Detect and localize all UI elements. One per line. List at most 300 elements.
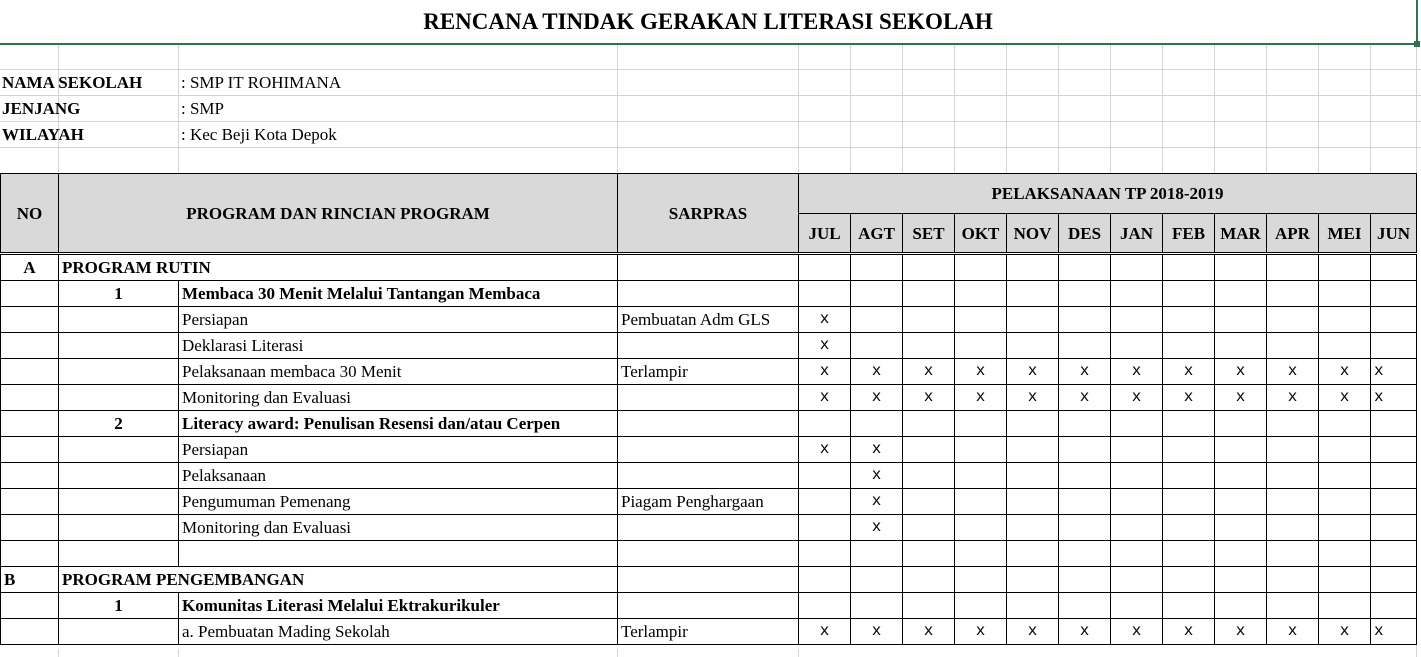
- sarpras-cell[interactable]: [618, 567, 799, 593]
- month-cell[interactable]: [1267, 307, 1319, 333]
- info-value: : Kec Beji Kota Depok: [181, 125, 337, 144]
- month-cell[interactable]: x: [1267, 385, 1319, 411]
- month-cell[interactable]: [1215, 307, 1267, 333]
- month-cell[interactable]: [1111, 515, 1163, 541]
- sarpras-cell[interactable]: [618, 593, 799, 619]
- sub-cell[interactable]: [59, 463, 179, 489]
- no-cell[interactable]: [1, 619, 59, 645]
- gridline: [850, 44, 851, 173]
- sub-cell[interactable]: [59, 541, 179, 567]
- month-cell[interactable]: x: [1371, 619, 1417, 645]
- month-cell[interactable]: [1059, 541, 1111, 567]
- no-cell[interactable]: [1, 359, 59, 385]
- month-cell[interactable]: [903, 515, 955, 541]
- month-cell[interactable]: [1371, 567, 1417, 593]
- month-cell[interactable]: [851, 567, 903, 593]
- month-cell[interactable]: x: [1319, 359, 1371, 385]
- month-cell[interactable]: x: [1007, 385, 1059, 411]
- month-cell[interactable]: [1267, 437, 1319, 463]
- activity-row: [1, 307, 1417, 333]
- month-cell[interactable]: [1163, 567, 1215, 593]
- header-month-nov[interactable]: NOV: [1007, 214, 1059, 254]
- month-cell[interactable]: x: [1163, 619, 1215, 645]
- no-cell[interactable]: [1, 541, 59, 567]
- month-cell[interactable]: [1215, 541, 1267, 567]
- gridline: [902, 44, 903, 173]
- month-cell[interactable]: [1007, 489, 1059, 515]
- month-cell[interactable]: x: [799, 359, 851, 385]
- header-month-apr[interactable]: APR: [1267, 214, 1319, 254]
- month-cell[interactable]: [1267, 281, 1319, 307]
- month-cell[interactable]: [1319, 541, 1371, 567]
- month-cell[interactable]: [1267, 489, 1319, 515]
- sub-cell[interactable]: [59, 437, 179, 463]
- month-cell[interactable]: [903, 437, 955, 463]
- month-cell[interactable]: [1267, 567, 1319, 593]
- month-cell[interactable]: [1007, 307, 1059, 333]
- program-title[interactable]: Komunitas Literasi Melalui Ektrakurikuler: [179, 593, 618, 619]
- sarpras-cell[interactable]: [618, 515, 799, 541]
- header-pelaksanaan[interactable]: PELAKSANAAN TP 2018-2019: [799, 174, 1417, 214]
- month-cell[interactable]: [799, 515, 851, 541]
- month-cell[interactable]: [1215, 333, 1267, 359]
- program-row: [1, 411, 1417, 437]
- month-cell[interactable]: [851, 593, 903, 619]
- month-cell[interactable]: [1319, 593, 1371, 619]
- info-label: WILAYAH: [2, 125, 84, 144]
- month-cell[interactable]: [1007, 515, 1059, 541]
- month-cell[interactable]: [1267, 254, 1319, 281]
- month-cell[interactable]: [1319, 411, 1371, 437]
- month-cell[interactable]: [903, 463, 955, 489]
- sarpras-cell[interactable]: [618, 254, 799, 281]
- section-letter[interactable]: A: [1, 254, 59, 281]
- info-label: NAMA SEKOLAH: [2, 73, 143, 92]
- month-cell[interactable]: [1215, 489, 1267, 515]
- month-cell[interactable]: [955, 281, 1007, 307]
- gridline: [0, 121, 1421, 122]
- header-month-set[interactable]: SET: [903, 214, 955, 254]
- info-value: : SMP IT ROHIMANA: [181, 73, 342, 92]
- month-cell[interactable]: [1163, 254, 1215, 281]
- month-cell[interactable]: x: [851, 359, 903, 385]
- month-cell[interactable]: [903, 541, 955, 567]
- month-cell[interactable]: [1267, 333, 1319, 359]
- month-cell[interactable]: [1371, 307, 1417, 333]
- activity-row: [1, 463, 1417, 489]
- month-cell[interactable]: x: [1007, 359, 1059, 385]
- month-cell[interactable]: [1059, 567, 1111, 593]
- month-cell[interactable]: [955, 541, 1007, 567]
- sarpras-cell[interactable]: [618, 385, 799, 411]
- month-cell[interactable]: [1111, 489, 1163, 515]
- gridline: [178, 649, 179, 657]
- month-cell[interactable]: [799, 281, 851, 307]
- month-cell[interactable]: [1059, 333, 1111, 359]
- month-cell[interactable]: [1371, 411, 1417, 437]
- header-month-jan[interactable]: JAN: [1111, 214, 1163, 254]
- no-cell[interactable]: [1, 307, 59, 333]
- no-cell[interactable]: [1, 333, 59, 359]
- month-cell[interactable]: [955, 333, 1007, 359]
- month-cell[interactable]: [1319, 463, 1371, 489]
- month-cell[interactable]: [903, 411, 955, 437]
- month-cell[interactable]: [1007, 333, 1059, 359]
- no-cell[interactable]: [1, 463, 59, 489]
- month-cell[interactable]: [1007, 593, 1059, 619]
- month-cell[interactable]: [1319, 437, 1371, 463]
- activity-row: [1, 515, 1417, 541]
- activity-label[interactable]: [179, 541, 618, 567]
- month-cell[interactable]: [1111, 437, 1163, 463]
- month-cell[interactable]: [851, 411, 903, 437]
- month-cell[interactable]: [955, 489, 1007, 515]
- month-cell[interactable]: [1215, 593, 1267, 619]
- selection-fill-handle[interactable]: [1414, 41, 1420, 47]
- gridline: [954, 44, 955, 173]
- month-cell[interactable]: x: [851, 385, 903, 411]
- month-cell[interactable]: [1059, 437, 1111, 463]
- no-cell[interactable]: [1, 489, 59, 515]
- month-cell[interactable]: [955, 254, 1007, 281]
- activity-label[interactable]: Persiapan: [179, 437, 618, 463]
- month-cell[interactable]: x: [903, 619, 955, 645]
- month-cell[interactable]: [1111, 333, 1163, 359]
- month-cell[interactable]: [1215, 567, 1267, 593]
- activity-label[interactable]: Deklarasi Literasi: [179, 333, 618, 359]
- month-cell[interactable]: [903, 567, 955, 593]
- month-cell[interactable]: [1215, 411, 1267, 437]
- gridline: [1058, 44, 1059, 173]
- sub-cell[interactable]: [59, 307, 179, 333]
- month-cell[interactable]: [1163, 541, 1215, 567]
- month-cell[interactable]: [1215, 437, 1267, 463]
- sub-cell[interactable]: [59, 385, 179, 411]
- month-cell[interactable]: [1267, 515, 1319, 541]
- month-cell[interactable]: [1059, 254, 1111, 281]
- sub-cell[interactable]: [59, 333, 179, 359]
- activity-label[interactable]: a. Pembuatan Mading Sekolah: [179, 619, 618, 645]
- sub-cell[interactable]: [59, 619, 179, 645]
- month-cell[interactable]: [799, 567, 851, 593]
- month-cell[interactable]: [1059, 411, 1111, 437]
- month-cell[interactable]: x: [1163, 359, 1215, 385]
- month-cell[interactable]: [799, 254, 851, 281]
- section-title[interactable]: PROGRAM RUTIN: [59, 254, 618, 281]
- sarpras-cell[interactable]: [618, 281, 799, 307]
- month-cell[interactable]: [1111, 411, 1163, 437]
- activity-label[interactable]: Pelaksanaan membaca 30 Menit: [179, 359, 618, 385]
- month-cell[interactable]: [903, 254, 955, 281]
- gridline: [1162, 44, 1163, 173]
- month-cell[interactable]: [1111, 541, 1163, 567]
- blank-row: [1, 541, 1417, 567]
- sub-cell[interactable]: [59, 359, 179, 385]
- month-cell[interactable]: [1163, 489, 1215, 515]
- header-month-mar[interactable]: MAR: [1215, 214, 1267, 254]
- month-cell[interactable]: x: [1163, 385, 1215, 411]
- month-cell[interactable]: x: [903, 359, 955, 385]
- activity-row: [1, 385, 1417, 411]
- month-cell[interactable]: x: [799, 437, 851, 463]
- program-number[interactable]: 2: [59, 411, 179, 437]
- table-body: [1, 254, 1417, 645]
- gridline: [798, 44, 799, 173]
- month-cell[interactable]: [1111, 593, 1163, 619]
- sarpras-cell[interactable]: [618, 541, 799, 567]
- gridline: [1266, 44, 1267, 173]
- month-cell[interactable]: x: [851, 515, 903, 541]
- month-cell[interactable]: [1319, 515, 1371, 541]
- month-cell[interactable]: [955, 463, 1007, 489]
- month-cell[interactable]: [799, 411, 851, 437]
- activity-row: [1, 333, 1417, 359]
- header-month-jun[interactable]: JUN: [1371, 214, 1417, 254]
- month-cell[interactable]: x: [1267, 619, 1319, 645]
- month-cell[interactable]: [1371, 281, 1417, 307]
- no-cell[interactable]: [1, 411, 59, 437]
- month-cell[interactable]: [1059, 489, 1111, 515]
- gridline: [617, 649, 618, 657]
- activity-row: [1, 619, 1417, 645]
- month-cell[interactable]: [1007, 463, 1059, 489]
- month-cell[interactable]: [799, 541, 851, 567]
- document-title[interactable]: RENCANA TINDAK GERAKAN LITERASI SEKOLAH: [0, 0, 1418, 45]
- header-program[interactable]: PROGRAM DAN RINCIAN PROGRAM: [59, 174, 618, 254]
- sarpras-cell[interactable]: Pembuatan Adm GLS: [618, 307, 799, 333]
- header-month-des[interactable]: DES: [1059, 214, 1111, 254]
- month-cell[interactable]: [799, 489, 851, 515]
- month-cell[interactable]: x: [851, 437, 903, 463]
- gridline: [0, 69, 1421, 70]
- program-row: [1, 281, 1417, 307]
- action-plan-table: [0, 173, 1417, 645]
- month-cell[interactable]: x: [799, 619, 851, 645]
- month-cell[interactable]: x: [1007, 619, 1059, 645]
- activity-row: [1, 359, 1417, 385]
- month-cell[interactable]: [1059, 593, 1111, 619]
- gridline: [178, 44, 179, 173]
- month-cell[interactable]: [1371, 541, 1417, 567]
- month-cell[interactable]: [1059, 463, 1111, 489]
- month-cell[interactable]: [799, 463, 851, 489]
- program-number[interactable]: 1: [59, 281, 179, 307]
- month-cell[interactable]: [1163, 333, 1215, 359]
- month-cell[interactable]: [1059, 307, 1111, 333]
- month-cell[interactable]: [1111, 463, 1163, 489]
- activity-row: [1, 437, 1417, 463]
- month-cell[interactable]: [903, 489, 955, 515]
- month-cell[interactable]: [1319, 489, 1371, 515]
- no-cell[interactable]: [1, 385, 59, 411]
- sarpras-cell[interactable]: Terlampir: [618, 619, 799, 645]
- month-cell[interactable]: x: [851, 463, 903, 489]
- month-cell[interactable]: [1371, 489, 1417, 515]
- month-cell[interactable]: [1007, 411, 1059, 437]
- month-cell[interactable]: [1371, 463, 1417, 489]
- month-cell[interactable]: [955, 593, 1007, 619]
- month-cell[interactable]: [1319, 281, 1371, 307]
- month-cell[interactable]: x: [955, 359, 1007, 385]
- month-cell[interactable]: [1215, 254, 1267, 281]
- month-cell[interactable]: x: [799, 307, 851, 333]
- sarpras-cell[interactable]: [618, 411, 799, 437]
- gridline: [1318, 44, 1319, 173]
- month-cell[interactable]: [851, 333, 903, 359]
- month-cell[interactable]: x: [1059, 385, 1111, 411]
- sarpras-cell[interactable]: [618, 333, 799, 359]
- gridline: [1006, 44, 1007, 173]
- month-cell[interactable]: x: [851, 489, 903, 515]
- month-cell[interactable]: [1267, 593, 1319, 619]
- month-cell[interactable]: [799, 593, 851, 619]
- header-month-feb[interactable]: FEB: [1163, 214, 1215, 254]
- month-cell[interactable]: [1163, 463, 1215, 489]
- month-cell[interactable]: [1371, 254, 1417, 281]
- month-cell[interactable]: [1215, 515, 1267, 541]
- month-cell[interactable]: [1319, 567, 1371, 593]
- sub-cell[interactable]: [59, 515, 179, 541]
- month-cell[interactable]: [903, 281, 955, 307]
- sarpras-cell[interactable]: [618, 437, 799, 463]
- month-cell[interactable]: x: [1371, 385, 1417, 411]
- section-letter[interactable]: B: [1, 567, 59, 593]
- header-month-jul[interactable]: JUL: [799, 214, 851, 254]
- month-cell[interactable]: [903, 307, 955, 333]
- activity-label[interactable]: Pelaksanaan: [179, 463, 618, 489]
- month-cell[interactable]: [1163, 411, 1215, 437]
- gridline: [0, 95, 1421, 96]
- month-cell[interactable]: [1319, 254, 1371, 281]
- month-cell[interactable]: x: [851, 619, 903, 645]
- month-cell[interactable]: [1007, 437, 1059, 463]
- info-value: : SMP: [181, 99, 224, 118]
- month-cell[interactable]: [1163, 593, 1215, 619]
- gridline: [798, 649, 799, 657]
- month-cell[interactable]: [955, 515, 1007, 541]
- gridline: [1214, 44, 1215, 173]
- month-cell[interactable]: [851, 254, 903, 281]
- month-cell[interactable]: [1111, 567, 1163, 593]
- month-cell[interactable]: x: [1371, 359, 1417, 385]
- month-cell[interactable]: [955, 307, 1007, 333]
- header-row: [1, 174, 1417, 214]
- gridline: [1370, 44, 1371, 173]
- month-cell[interactable]: [1371, 593, 1417, 619]
- month-cell[interactable]: [1163, 515, 1215, 541]
- month-cell[interactable]: [903, 333, 955, 359]
- month-cell[interactable]: [851, 281, 903, 307]
- sarpras-cell[interactable]: Piagam Penghargaan: [618, 489, 799, 515]
- header-sarpras[interactable]: SARPRAS: [618, 174, 799, 254]
- month-cell[interactable]: [1163, 307, 1215, 333]
- month-cell[interactable]: x: [1319, 619, 1371, 645]
- no-cell[interactable]: [1, 281, 59, 307]
- month-cell[interactable]: x: [903, 385, 955, 411]
- header-month-okt[interactable]: OKT: [955, 214, 1007, 254]
- month-cell[interactable]: x: [799, 333, 851, 359]
- month-cell[interactable]: x: [1319, 385, 1371, 411]
- sub-cell[interactable]: [59, 489, 179, 515]
- month-cell[interactable]: x: [955, 619, 1007, 645]
- month-cell[interactable]: x: [1059, 619, 1111, 645]
- month-cell[interactable]: x: [1215, 619, 1267, 645]
- month-cell[interactable]: [1267, 411, 1319, 437]
- month-cell[interactable]: [955, 437, 1007, 463]
- no-cell[interactable]: [1, 515, 59, 541]
- month-cell[interactable]: [1059, 281, 1111, 307]
- activity-label[interactable]: Monitoring dan Evaluasi: [179, 515, 618, 541]
- activity-row: [1, 489, 1417, 515]
- month-cell[interactable]: [1319, 333, 1371, 359]
- month-cell[interactable]: [1163, 281, 1215, 307]
- month-cell[interactable]: x: [1059, 359, 1111, 385]
- gridline: [617, 44, 618, 173]
- month-cell[interactable]: x: [1215, 359, 1267, 385]
- month-cell[interactable]: [1215, 281, 1267, 307]
- gridline: [1110, 44, 1111, 173]
- sarpras-cell[interactable]: Terlampir: [618, 359, 799, 385]
- month-cell[interactable]: [1007, 281, 1059, 307]
- month-cell[interactable]: [851, 541, 903, 567]
- month-cell[interactable]: [1371, 437, 1417, 463]
- month-cell[interactable]: x: [1111, 619, 1163, 645]
- section-row: [1, 567, 1417, 593]
- month-cell[interactable]: x: [1111, 385, 1163, 411]
- header-no[interactable]: NO: [1, 174, 59, 254]
- no-cell[interactable]: [1, 437, 59, 463]
- activity-label[interactable]: Persiapan: [179, 307, 618, 333]
- month-cell[interactable]: [1111, 281, 1163, 307]
- month-cell[interactable]: [1371, 515, 1417, 541]
- month-cell[interactable]: [1267, 541, 1319, 567]
- info-label: JENJANG: [2, 99, 81, 118]
- month-cell[interactable]: x: [1267, 359, 1319, 385]
- month-cell[interactable]: [1111, 254, 1163, 281]
- month-cell[interactable]: [1111, 307, 1163, 333]
- header-month-mei[interactable]: MEI: [1319, 214, 1371, 254]
- month-cell[interactable]: [1163, 437, 1215, 463]
- program-title[interactable]: Literacy award: Penulisan Resensi dan/atau Cerpen: [179, 411, 618, 437]
- activity-label[interactable]: Monitoring dan Evaluasi: [179, 385, 618, 411]
- header-month-agt[interactable]: AGT: [851, 214, 903, 254]
- month-cell[interactable]: [1319, 307, 1371, 333]
- month-cell[interactable]: [955, 567, 1007, 593]
- program-title[interactable]: Membaca 30 Menit Melalui Tantangan Membaca: [179, 281, 618, 307]
- gridline: [0, 147, 1421, 148]
- month-cell[interactable]: x: [955, 385, 1007, 411]
- month-cell[interactable]: [1059, 515, 1111, 541]
- section-title[interactable]: PROGRAM PENGEMBANGAN: [59, 567, 618, 593]
- month-cell[interactable]: [851, 307, 903, 333]
- program-number[interactable]: 1: [59, 593, 179, 619]
- month-cell[interactable]: [1007, 567, 1059, 593]
- month-cell[interactable]: x: [799, 385, 851, 411]
- month-cell[interactable]: [1215, 463, 1267, 489]
- no-cell[interactable]: [1, 593, 59, 619]
- month-cell[interactable]: [1007, 541, 1059, 567]
- activity-label[interactable]: Pengumuman Pemenang: [179, 489, 618, 515]
- month-cell[interactable]: x: [1215, 385, 1267, 411]
- month-cell[interactable]: [955, 411, 1007, 437]
- month-cell[interactable]: [1371, 333, 1417, 359]
- month-cell[interactable]: x: [1111, 359, 1163, 385]
- month-cell[interactable]: [903, 593, 955, 619]
- program-row: [1, 593, 1417, 619]
- month-cell[interactable]: [1007, 254, 1059, 281]
- sarpras-cell[interactable]: [618, 463, 799, 489]
- month-cell[interactable]: [1267, 463, 1319, 489]
